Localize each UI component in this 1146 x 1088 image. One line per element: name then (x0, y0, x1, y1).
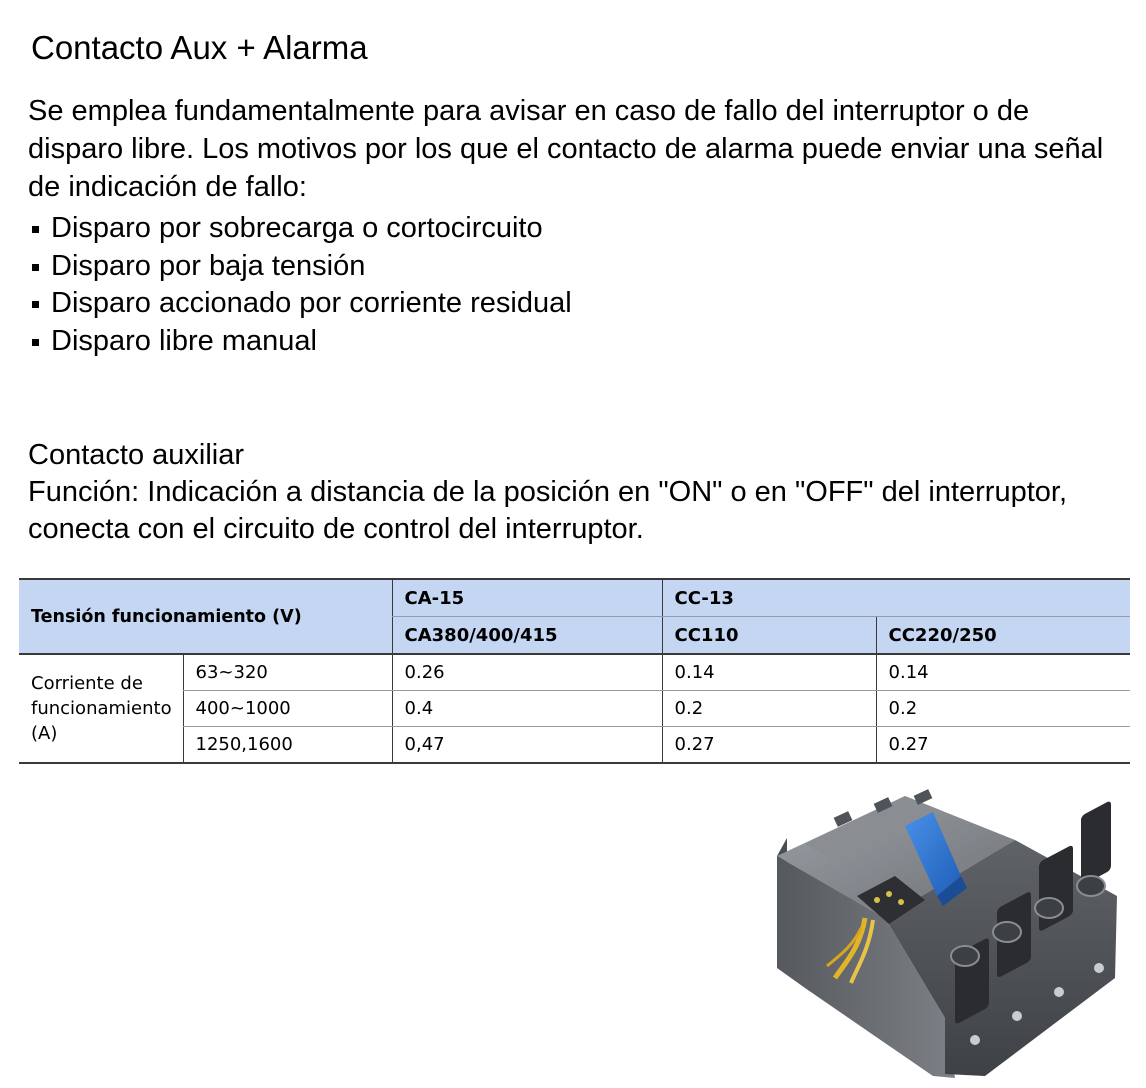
bullet-square-icon (32, 339, 39, 346)
table-row (19, 691, 1130, 727)
table-row (19, 727, 1130, 764)
circuit-breaker-image (765, 778, 1135, 1083)
table-cell: 0.14 (662, 654, 876, 691)
table-header-row (19, 579, 1130, 617)
table-cell-range: 63~320 (183, 654, 392, 691)
list-item (28, 248, 572, 286)
table-cell: 0.27 (662, 727, 876, 764)
table-cell: 0,47 (392, 727, 662, 764)
list-item (28, 323, 572, 361)
aux-contact-heading: Contacto auxiliar (28, 439, 244, 471)
table-cell: 0.2 (876, 691, 1130, 727)
list-item (28, 210, 572, 248)
list-item-text: Disparo libre manual (51, 324, 317, 357)
column-group-header: CC-13 (662, 579, 1130, 617)
bullet-square-icon (32, 264, 39, 271)
table-row (19, 654, 1130, 691)
list-item (28, 285, 572, 323)
column-header: CC220/250 (876, 617, 1130, 655)
page-title: Contacto Aux + Alarma (31, 29, 368, 66)
bullet-square-icon (32, 226, 39, 233)
column-group-header: CA-15 (392, 579, 662, 617)
operating-current-table (19, 578, 1130, 764)
table-cell-range: 400~1000 (183, 691, 392, 727)
aux-contact-function: Función: Indicación a distancia de la posición en "ON" o en "OFF" del interruptor, conecta con el circuito de control del interruptor. (28, 476, 1068, 545)
table-cell: 0.4 (392, 691, 662, 727)
list-item-text: Disparo por sobrecarga o cortocircuito (51, 212, 543, 244)
table-cell: 0.26 (392, 654, 662, 691)
table-cell-range: 1250,1600 (183, 727, 392, 764)
table-cell: 0.27 (876, 727, 1130, 764)
fault-cause-list (28, 210, 572, 360)
intro-paragraph: Se emplea fundamentalmente para avisar en caso de fallo del interruptor o de disparo libre. Los motivos por los que el contacto de alarma puede enviar una señal de indicación de fallo: (28, 95, 1104, 203)
column-header: CA380/400/415 (392, 617, 662, 655)
list-item-text: Disparo accionado por corriente residual (51, 287, 572, 319)
table-cell: 0.2 (662, 691, 876, 727)
table-cell: 0.14 (876, 654, 1130, 691)
list-item-text: Disparo por baja tensión (51, 249, 366, 282)
bullet-square-icon (32, 301, 39, 308)
table-corner-header: Tensión funcionamiento (V) (19, 579, 392, 654)
column-header: CC110 (662, 617, 876, 655)
row-group-label: Corriente de funcionamiento (A) (19, 654, 183, 763)
